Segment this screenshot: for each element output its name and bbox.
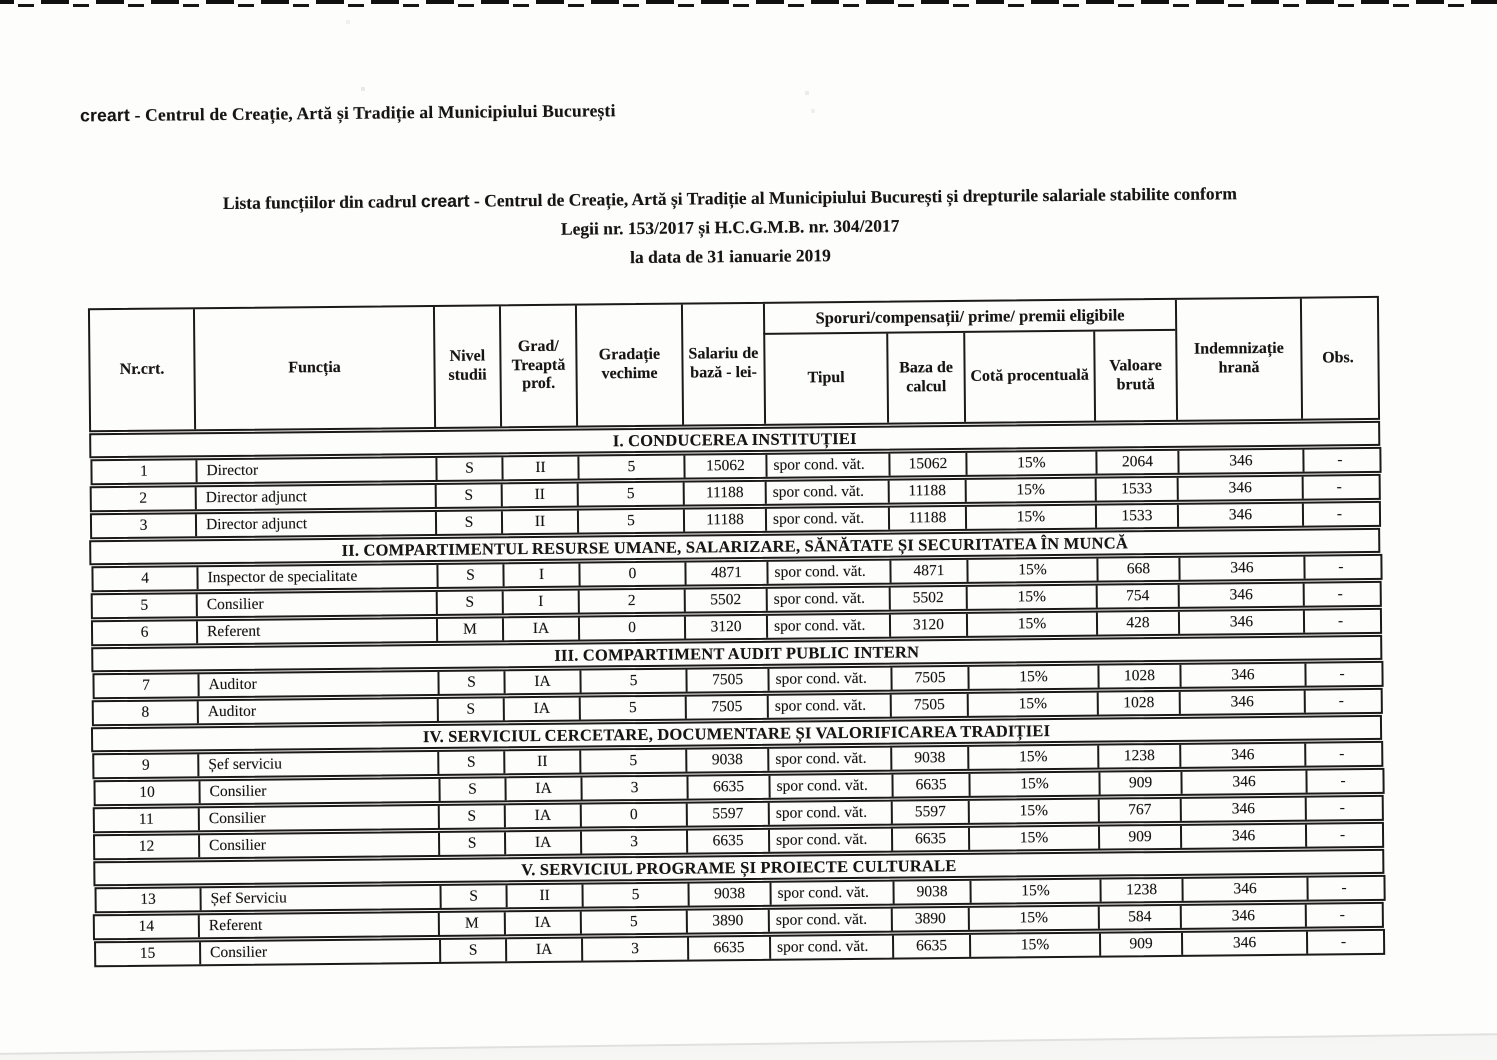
cell-nr: 1 bbox=[140, 462, 148, 480]
table-body bbox=[89, 421, 1385, 967]
title-line-3: la data de 31 ianuarie 2019 bbox=[629, 245, 831, 268]
col-header-salariu-de-baza: Salariu de bază - lei- bbox=[681, 304, 764, 425]
cell-salariu: 9038 bbox=[687, 883, 769, 906]
cell-nivel: S bbox=[438, 778, 504, 801]
col-header-cota-procentuala: Cotă procentuală bbox=[963, 332, 1094, 422]
cell-valoare: 668 bbox=[1096, 558, 1178, 581]
cell-baza: 11188 bbox=[888, 507, 965, 530]
cell-nr: 7 bbox=[142, 676, 151, 694]
cell-obs: - bbox=[1305, 770, 1378, 793]
cell-obs: - bbox=[1305, 904, 1378, 927]
cell-functia: Director bbox=[195, 458, 435, 482]
cell-tipul: spor cond. văt. bbox=[769, 882, 892, 905]
cell-nivel: S bbox=[438, 805, 504, 828]
title-suffix: - Centrul de Creație, Artă și Tradiție al Municipiului București și drepturile salariale stabilite conform bbox=[469, 183, 1238, 211]
cell-salariu: 4871 bbox=[684, 562, 766, 585]
cell-gradatie: 5 bbox=[577, 510, 683, 533]
cell-obs: - bbox=[1306, 877, 1379, 900]
cell-baza: 9038 bbox=[890, 747, 967, 770]
cell-salariu: 11188 bbox=[683, 509, 765, 532]
cell-gradatie: 5 bbox=[580, 911, 686, 934]
cell-indemnizatie: 346 bbox=[1180, 771, 1305, 794]
cell-nivel: S bbox=[435, 511, 501, 534]
section-header: I. CONDUCEREA INSTITUȚIEI bbox=[89, 421, 1380, 458]
cell-baza: 4871 bbox=[889, 560, 966, 583]
cell-functia: Consilier bbox=[196, 592, 436, 616]
letterhead bbox=[80, 92, 1493, 127]
cell-grad: II bbox=[501, 457, 577, 480]
cell-nr: 14 bbox=[138, 917, 155, 935]
cell-baza: 9038 bbox=[892, 881, 969, 904]
cell-grad: I bbox=[502, 564, 578, 587]
title-brand: creart bbox=[420, 190, 470, 212]
cell-valoare: 1028 bbox=[1097, 692, 1179, 715]
letterhead-text: - Centrul de Creație, Artă și Tradiție al Municipiului București bbox=[129, 100, 616, 125]
cell-nr: 12 bbox=[138, 837, 155, 855]
cell-obs: - bbox=[1302, 449, 1375, 472]
cell-gradatie: 5 bbox=[579, 750, 685, 773]
cell-cota: 15% bbox=[967, 693, 1097, 716]
cell-grad: IA bbox=[504, 778, 580, 801]
cell-obs: - bbox=[1304, 663, 1377, 686]
cell-cota: 15% bbox=[967, 746, 1097, 769]
cell-gradatie: 5 bbox=[579, 670, 685, 693]
cell-cota: 15% bbox=[965, 479, 1095, 502]
cell-gradatie: 3 bbox=[580, 777, 686, 800]
cell-obs: - bbox=[1304, 743, 1377, 766]
cell-grad: II bbox=[503, 751, 579, 774]
cell-nivel: S bbox=[435, 484, 501, 507]
cell-tipul: spor cond. văt. bbox=[765, 481, 888, 504]
cell-functia: Referent bbox=[198, 913, 438, 937]
salary-table bbox=[88, 296, 1385, 967]
cell-cota: 15% bbox=[969, 934, 1099, 957]
cell-nr: 3 bbox=[139, 516, 148, 534]
cell-baza: 6635 bbox=[891, 828, 968, 851]
cell-baza: 5502 bbox=[889, 587, 966, 610]
cell-nivel: S bbox=[437, 698, 503, 721]
cell-gradatie: 5 bbox=[577, 483, 683, 506]
cell-grad: IA bbox=[502, 618, 578, 641]
cell-indemnizatie: 346 bbox=[1179, 691, 1304, 714]
cell-indemnizatie: 346 bbox=[1181, 878, 1306, 901]
cell-grad: IA bbox=[503, 698, 579, 721]
cell-nr: 4 bbox=[141, 569, 149, 587]
cell-nr: 5 bbox=[140, 596, 149, 614]
cell-salariu: 9038 bbox=[685, 749, 767, 772]
cell-obs: - bbox=[1306, 931, 1379, 954]
cell-functia: Șef serviciu bbox=[197, 752, 437, 776]
cell-grad: II bbox=[501, 511, 577, 534]
table-header bbox=[88, 296, 1380, 432]
cell-functia: Auditor bbox=[197, 672, 437, 696]
cell-cota: 15% bbox=[965, 506, 1095, 529]
cell-nr: 10 bbox=[139, 783, 155, 801]
cell-cota: 15% bbox=[966, 559, 1096, 582]
cell-baza: 5597 bbox=[891, 801, 968, 824]
cell-gradatie: 0 bbox=[578, 563, 684, 586]
cell-gradatie: 0 bbox=[580, 804, 686, 827]
cell-nr: 2 bbox=[139, 489, 148, 507]
cell-salariu: 6635 bbox=[686, 830, 768, 853]
cell-tipul: spor cond. văt. bbox=[769, 936, 892, 959]
cell-functia: Consilier bbox=[198, 833, 438, 857]
col-header-indemnizatie-hrana: Indemnizație hrană bbox=[1175, 299, 1301, 420]
cell-functia: Auditor bbox=[197, 699, 437, 723]
cell-valoare: 1028 bbox=[1097, 665, 1179, 688]
cell-grad: IA bbox=[504, 805, 580, 828]
cell-indemnizatie: 346 bbox=[1178, 584, 1303, 607]
cell-valoare: 767 bbox=[1098, 799, 1180, 822]
cell-nr: 9 bbox=[141, 756, 150, 774]
cell-functia: Inspector de specialitate bbox=[196, 565, 436, 589]
cell-tipul: spor cond. văt. bbox=[767, 748, 890, 771]
cell-functia: Referent bbox=[196, 619, 436, 643]
cell-baza: 6635 bbox=[892, 935, 969, 958]
cell-indemnizatie: 346 bbox=[1179, 664, 1304, 687]
cell-gradatie: 2 bbox=[578, 590, 684, 613]
cell-baza: 3890 bbox=[891, 908, 968, 931]
cell-nivel: S bbox=[435, 457, 501, 480]
cell-obs: - bbox=[1305, 824, 1378, 847]
cell-grad: IA bbox=[504, 912, 580, 935]
cell-baza: 15062 bbox=[888, 453, 965, 476]
cell-gradatie: 5 bbox=[581, 884, 687, 907]
col-header-nivel-studii: Nivel studii bbox=[433, 306, 500, 427]
col-group-header-sporuri: Sporuri/compensații/ prime/ premii eligibile bbox=[763, 300, 1175, 335]
cell-cota: 15% bbox=[968, 773, 1098, 796]
cell-valoare: 1238 bbox=[1097, 745, 1179, 768]
cell-grad: IA bbox=[504, 832, 580, 855]
cell-tipul: spor cond. văt. bbox=[766, 615, 889, 638]
cell-tipul: spor cond. văt. bbox=[765, 454, 888, 477]
cell-cota: 15% bbox=[969, 880, 1099, 903]
cell-indemnizatie: 346 bbox=[1180, 905, 1305, 928]
cell-salariu: 6635 bbox=[686, 776, 768, 799]
cell-obs: - bbox=[1305, 797, 1378, 820]
cell-cota: 15% bbox=[967, 666, 1097, 689]
section-header: II. COMPARTIMENTUL RESURSE UMANE, SALARIZARE, SĂNĂTATE ȘI SECURITATEA ÎN MUNCĂ bbox=[89, 528, 1380, 565]
cell-gradatie: 5 bbox=[579, 697, 685, 720]
scan-top-edge-artifact bbox=[0, 0, 1497, 9]
cell-cota: 15% bbox=[968, 827, 1098, 850]
cell-gradatie: 3 bbox=[580, 831, 686, 854]
cell-indemnizatie: 346 bbox=[1181, 932, 1306, 955]
section-header: III. COMPARTIMENT AUDIT PUBLIC INTERN bbox=[91, 635, 1382, 672]
cell-tipul: spor cond. văt. bbox=[768, 802, 891, 825]
cell-grad: IA bbox=[505, 939, 581, 962]
cell-indemnizatie: 346 bbox=[1179, 744, 1304, 767]
cell-nr: 11 bbox=[138, 810, 154, 828]
letterhead-brand: creart bbox=[79, 104, 131, 126]
cell-valoare: 909 bbox=[1099, 933, 1181, 956]
cell-functia: Consilier bbox=[198, 806, 438, 830]
col-header-baza-de-calcul: Baza de calcul bbox=[886, 333, 964, 423]
cell-functia: Șef Serviciu bbox=[200, 886, 440, 910]
cell-salariu: 5597 bbox=[686, 803, 768, 826]
cell-baza: 3120 bbox=[889, 614, 966, 637]
cell-indemnizatie: 346 bbox=[1180, 798, 1305, 821]
cell-obs: - bbox=[1304, 690, 1377, 713]
cell-cota: 15% bbox=[968, 907, 1098, 930]
cell-obs: - bbox=[1303, 583, 1376, 606]
col-header-valoare-bruta: Valoare brută bbox=[1093, 331, 1176, 421]
cell-baza: 7505 bbox=[890, 667, 967, 690]
cell-obs: - bbox=[1303, 556, 1376, 579]
col-header-nr-crt: Nr.crt. bbox=[119, 360, 165, 378]
cell-valoare: 584 bbox=[1098, 906, 1180, 929]
cell-tipul: spor cond. văt. bbox=[767, 695, 890, 718]
cell-nivel: S bbox=[439, 939, 505, 962]
cell-valoare: 1238 bbox=[1099, 879, 1181, 902]
cell-cota: 15% bbox=[966, 613, 1096, 636]
cell-gradatie: 5 bbox=[577, 456, 683, 479]
cell-salariu: 5502 bbox=[684, 589, 766, 612]
cell-salariu: 6635 bbox=[687, 937, 769, 960]
cell-valoare: 1533 bbox=[1095, 478, 1177, 501]
cell-salariu: 15062 bbox=[683, 455, 765, 478]
cell-baza: 11188 bbox=[888, 480, 965, 503]
document-title bbox=[85, 178, 1376, 277]
cell-indemnizatie: 346 bbox=[1180, 825, 1305, 848]
cell-nivel: M bbox=[436, 618, 502, 641]
cell-tipul: spor cond. văt. bbox=[766, 561, 889, 584]
cell-grad: IA bbox=[503, 671, 579, 694]
col-header-grad-treapta-prof: Grad/ Treaptă prof. bbox=[499, 306, 576, 427]
cell-functia: Director adjunct bbox=[195, 485, 435, 509]
cell-cota: 15% bbox=[965, 452, 1095, 475]
col-header-tipul: Tipul bbox=[763, 334, 887, 424]
cell-valoare: 1533 bbox=[1095, 505, 1177, 528]
cell-grad: II bbox=[505, 885, 581, 908]
col-header-functia: Funcția bbox=[193, 307, 434, 429]
cell-baza: 7505 bbox=[890, 694, 967, 717]
cell-nivel: S bbox=[436, 564, 502, 587]
col-header-gradatie-vechime: Gradație vechime bbox=[575, 305, 682, 426]
cell-obs: - bbox=[1303, 610, 1376, 633]
title-line-2: Legii nr. 153/2017 și H.C.G.M.B. nr. 304/2017 bbox=[560, 215, 900, 239]
cell-cota: 15% bbox=[968, 800, 1098, 823]
cell-tipul: spor cond. văt. bbox=[766, 588, 889, 611]
cell-cota: 15% bbox=[966, 586, 1096, 609]
cell-salariu: 7505 bbox=[685, 669, 767, 692]
section-header: V. SERVICIUL PROGRAME ȘI PROIECTE CULTURALE bbox=[93, 849, 1384, 886]
cell-valoare: 2064 bbox=[1095, 451, 1177, 474]
cell-salariu: 3890 bbox=[686, 910, 768, 933]
cell-grad: II bbox=[501, 484, 577, 507]
col-header-obs: Obs. bbox=[1300, 298, 1374, 419]
title-prefix: Lista funcțiilor din cadrul bbox=[222, 191, 422, 213]
cell-salariu: 3120 bbox=[684, 616, 766, 639]
cell-nivel: S bbox=[438, 832, 504, 855]
cell-valoare: 428 bbox=[1096, 612, 1178, 635]
cell-gradatie: 0 bbox=[578, 617, 684, 640]
cell-nivel: S bbox=[436, 591, 502, 614]
cell-tipul: spor cond. văt. bbox=[765, 508, 888, 531]
cell-indemnizatie: 346 bbox=[1177, 504, 1302, 527]
cell-indemnizatie: 346 bbox=[1177, 477, 1302, 500]
cell-baza: 6635 bbox=[891, 774, 968, 797]
cell-grad: I bbox=[502, 591, 578, 614]
cell-valoare: 909 bbox=[1098, 772, 1180, 795]
cell-indemnizatie: 346 bbox=[1177, 450, 1302, 473]
cell-nr: 8 bbox=[141, 703, 150, 721]
cell-gradatie: 3 bbox=[581, 938, 687, 961]
cell-nr: 13 bbox=[140, 890, 156, 908]
section-header: IV. SERVICIUL CERCETARE, DOCUMENTARE ȘI VALORIFICAREA TRADIȚIEI bbox=[91, 715, 1382, 752]
cell-valoare: 754 bbox=[1096, 585, 1178, 608]
cell-salariu: 11188 bbox=[683, 482, 765, 505]
cell-nr: 15 bbox=[139, 944, 156, 962]
cell-nivel: S bbox=[437, 671, 503, 694]
cell-tipul: spor cond. văt. bbox=[767, 668, 890, 691]
cell-salariu: 7505 bbox=[685, 696, 767, 719]
cell-tipul: spor cond. văt. bbox=[768, 775, 891, 798]
cell-indemnizatie: 346 bbox=[1178, 557, 1303, 580]
cell-functia: Director adjunct bbox=[195, 512, 435, 536]
cell-tipul: spor cond. văt. bbox=[768, 829, 891, 852]
cell-functia: Consilier bbox=[198, 779, 438, 803]
cell-nivel: S bbox=[437, 751, 503, 774]
cell-valoare: 909 bbox=[1098, 826, 1180, 849]
cell-obs: - bbox=[1302, 503, 1375, 526]
cell-functia: Consilier bbox=[199, 940, 439, 964]
cell-nivel: S bbox=[439, 885, 505, 908]
cell-obs: - bbox=[1302, 476, 1375, 499]
cell-nivel: M bbox=[438, 912, 504, 935]
cell-nr: 6 bbox=[140, 623, 149, 641]
cell-tipul: spor cond. văt. bbox=[768, 909, 891, 932]
cell-indemnizatie: 346 bbox=[1178, 611, 1303, 634]
